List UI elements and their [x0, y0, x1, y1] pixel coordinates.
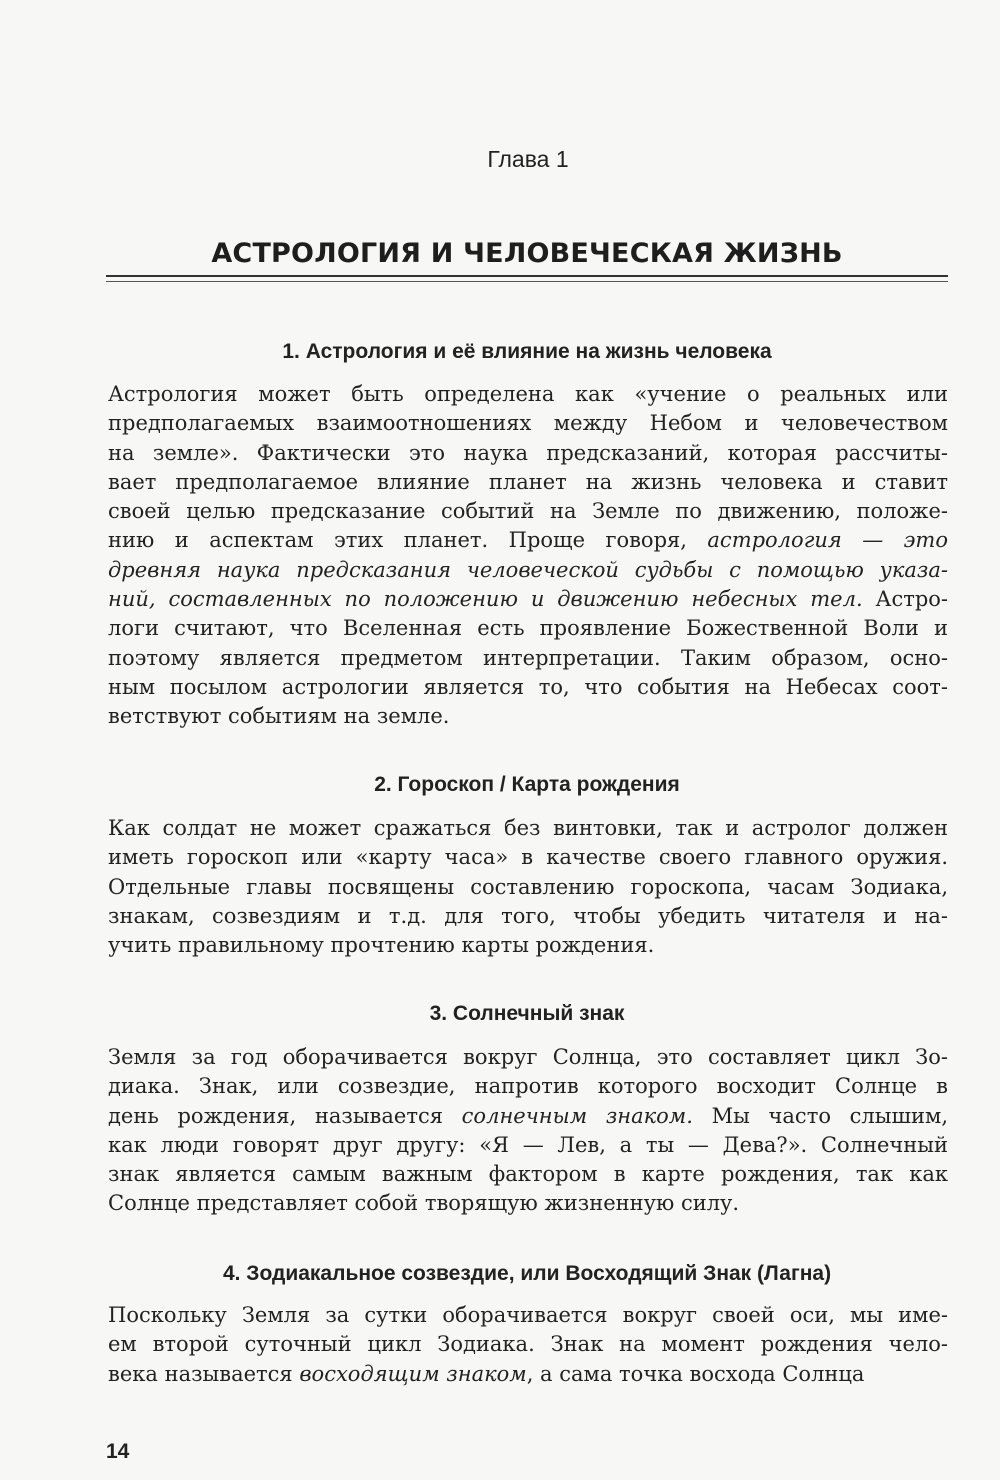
text-run: логи считают, что Вселенная есть проявление Божественной Воли и	[108, 616, 948, 641]
text-line	[108, 1160, 948, 1189]
text-line	[108, 1301, 948, 1330]
text-line	[108, 702, 948, 731]
text-run: Астро-	[862, 587, 949, 612]
section-3-paragraph	[108, 1043, 948, 1219]
text-run: вает предполагаемое влияние планет на жизнь человека и ставит	[108, 469, 948, 494]
section-2-paragraph	[108, 814, 948, 960]
italic-text: восходящим знаком	[299, 1361, 527, 1386]
text-line	[108, 902, 948, 931]
text-run: ным посылом астрологии является то, что события на Небесах соот-	[108, 674, 948, 699]
text-line	[108, 409, 948, 438]
text-run: Мы часто слышим,	[692, 1103, 949, 1128]
text-run: учить правильному прочтению карты рождения.	[108, 933, 655, 958]
text-run: Как солдат не может сражаться без винтовки, так и астролог должен	[108, 816, 948, 840]
italic-text: древняя наука предсказания человеческой судьбы с помощью указа-	[108, 557, 948, 582]
text-line	[108, 1072, 948, 1101]
text-run: века называется	[108, 1361, 300, 1386]
text-line	[108, 644, 948, 673]
text-line	[108, 843, 948, 872]
text-run: поэтому является предметом интерпретации. Таким образом, осно-	[108, 645, 948, 670]
title-rule-bottom	[106, 281, 948, 282]
text-run: Поскольку Земля за сутки оборачивается вокруг своей оси, мы име-	[108, 1303, 948, 1327]
text-line	[108, 614, 948, 643]
text-line	[108, 673, 948, 702]
text-run: как люди говорят друг другу: «Я — Лев, а ты — Дева?». Солнечный	[108, 1132, 948, 1157]
text-run: ветствуют событиям на земле.	[108, 704, 450, 729]
text-line	[108, 1330, 948, 1359]
text-line	[108, 1131, 948, 1160]
text-line	[108, 1043, 948, 1072]
text-line	[108, 1189, 948, 1218]
text-run: на земле». Фактически это наука предсказаний, которая рассчиты-	[108, 440, 948, 465]
text-run: знак является самым важным фактором в карте рождения, так как	[108, 1162, 948, 1187]
text-run: Отдельные главы посвящены составлению гороскопа, часам Зодиака,	[108, 874, 948, 899]
section-3-heading: 3. Солнечный знак	[429, 1002, 625, 1025]
italic-text: ний, составленных по положению и движению небесных тел.	[108, 587, 863, 612]
text-line	[108, 556, 948, 585]
text-line	[108, 497, 948, 526]
section-4-heading: 4. Зодиакальное созвездие, или Восходящий Знак (Лагна)	[222, 1262, 832, 1285]
text-line	[108, 585, 948, 614]
text-line	[108, 931, 948, 960]
text-run: , а сама точка восхода Солнца	[526, 1361, 865, 1386]
text-line	[108, 380, 948, 409]
text-run: диака. Знак, или созвездие, напротив которого восходит Солнце в	[108, 1074, 948, 1099]
text-run: предполагаемых взаимоотношениях между Небом и человечеством	[108, 411, 948, 436]
text-run: Астрология может быть определена как «учение о реальных или	[108, 382, 948, 406]
italic-text: солнечным знаком.	[461, 1103, 693, 1128]
text-run: день рождения, называется	[108, 1103, 462, 1128]
text-run: ем второй суточный цикл Зодиака. Знак на момент рождения чело-	[108, 1332, 948, 1357]
title-rule-top	[106, 275, 948, 277]
section-2-heading: 2. Гороскоп / Карта рождения	[374, 773, 680, 796]
text-run: Земля за год оборачивается вокруг Солнца, это составляет цикл Зо-	[108, 1045, 948, 1069]
section-1-paragraph	[108, 380, 948, 732]
text-line	[108, 814, 948, 843]
text-line	[108, 439, 948, 468]
text-run: иметь гороскоп или «карту часа» в качестве своего главного оружия.	[108, 845, 948, 870]
text-line	[108, 873, 948, 902]
text-run: Солнце представляет собой творящую жизненную силу.	[108, 1191, 740, 1216]
text-line	[108, 468, 948, 497]
chapter-title: АСТРОЛОГИЯ И ЧЕЛОВЕЧЕСКАЯ ЖИЗНЬ	[211, 238, 843, 269]
text-line	[108, 1360, 948, 1389]
section-4-paragraph	[108, 1301, 948, 1389]
text-run: знакам, созвездиям и т.д. для того, чтобы убедить читателя и на-	[108, 903, 948, 928]
italic-text: астрология — это	[707, 528, 948, 553]
page-number: 14	[106, 1440, 130, 1463]
section-1-heading: 1. Астрология и её влияние на жизнь человека	[282, 340, 772, 363]
text-run: своей целью предсказание событий на Земле по движению, положе-	[108, 499, 948, 524]
chapter-label: Глава 1	[487, 146, 569, 172]
text-line	[108, 526, 948, 555]
text-run: нию и аспектам этих планет. Проще говоря,	[108, 528, 708, 553]
text-line	[108, 1102, 948, 1131]
